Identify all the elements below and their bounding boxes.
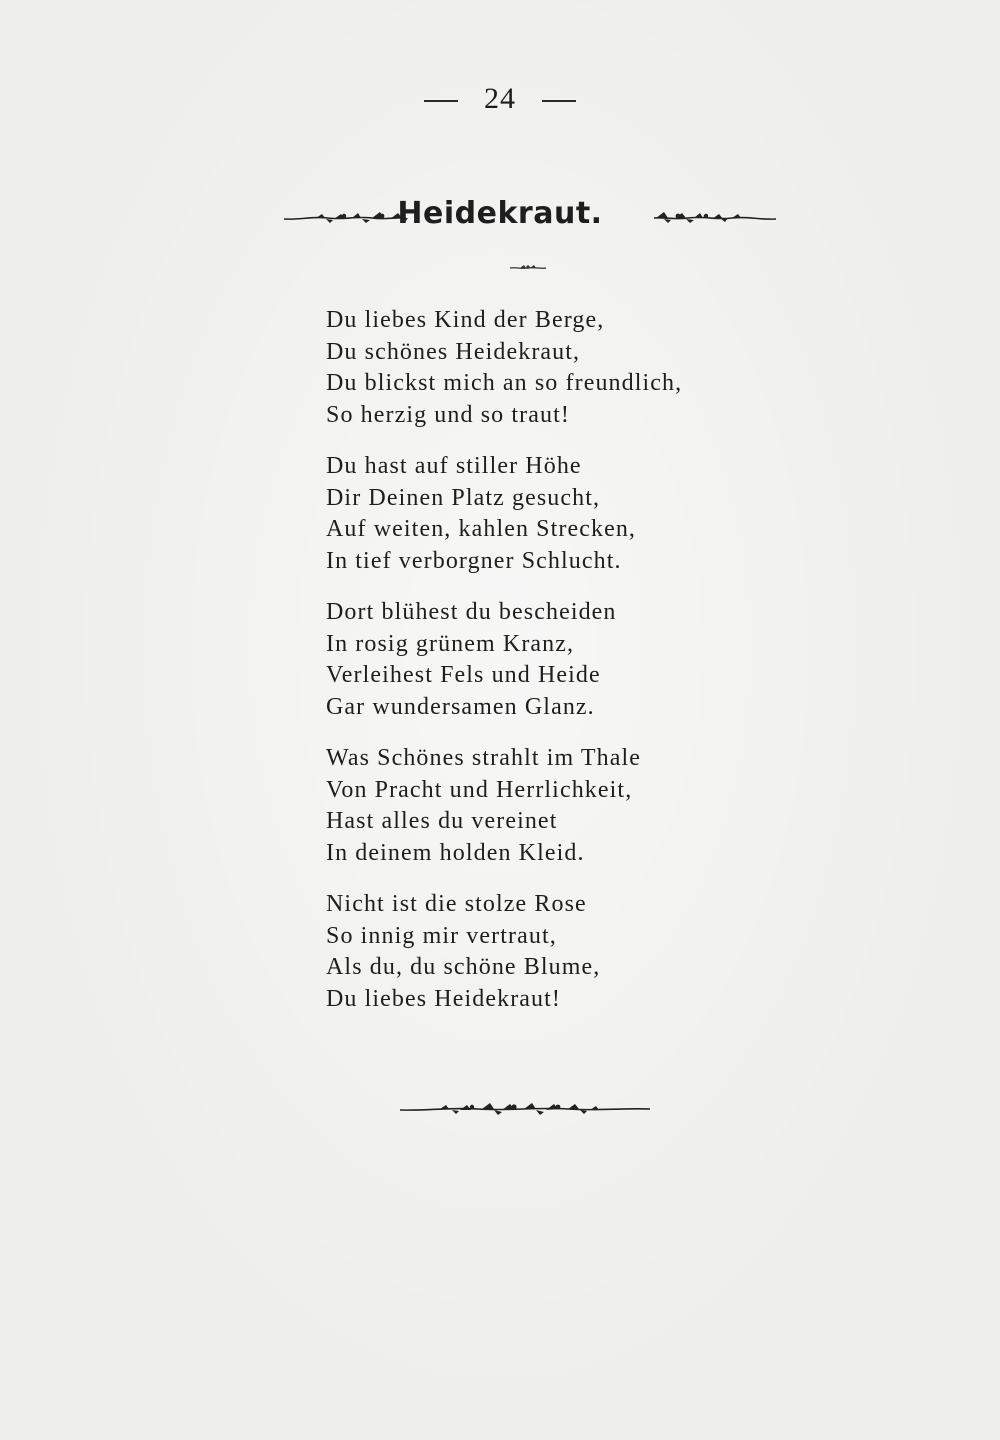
poem-line: Du blickst mich an so freundlich, [326,370,683,396]
poem-line: Von Pracht und Herrlichkeit, [326,776,633,803]
page-number-line [0,82,1000,116]
poem-line: So innig mir vertraut, [326,922,557,949]
vine-ornament-bottom-icon [398,1098,652,1120]
poem-line: Als du, du schöne Blume, [326,954,601,980]
small-flourish-icon [508,262,548,274]
poem-line: Du liebes Heidekraut! [326,985,562,1012]
poem-line: Nicht ist die stolze Rose [326,891,587,917]
poem-line: Hast alles du vereinet [326,808,558,834]
poem-line: In tief verborgner Schlucht. [326,547,622,574]
poem-line: So herzig und so traut! [326,401,570,428]
dash-left [424,100,458,102]
poem-line: Verleihest Fels und Heide [326,662,601,688]
poem-line: Du schönes Heidekraut, [326,338,581,365]
poem-line: Dir Deinen Platz gesucht, [326,484,601,511]
title-row [0,196,1000,246]
stanza-5 [326,889,786,1015]
dash-right [542,100,576,102]
stanza-2 [326,451,786,577]
poem-line: Gar wundersamen Glanz. [326,693,595,720]
poem-line: Du liebes Kind der Berge, [326,307,605,333]
poem-body [326,305,786,1035]
stanza-1 [326,305,786,431]
vine-ornament-right-icon [650,208,778,228]
poem-line: Auf weiten, kahlen Strecken, [326,516,637,542]
poem-line: Du hast auf stiller Höhe [326,453,582,479]
poem-title: Heidekraut. [397,196,603,231]
poem-line: In deinem holden Kleid. [326,839,585,866]
poem-line: In rosig grünem Kranz, [326,630,575,657]
page-number: 24 [484,82,516,115]
stanza-3 [326,597,786,723]
poem-line: Was Schönes strahlt im Thale [326,745,642,771]
poem-line: Dort blühest du bescheiden [326,599,617,625]
stanza-4 [326,743,786,869]
